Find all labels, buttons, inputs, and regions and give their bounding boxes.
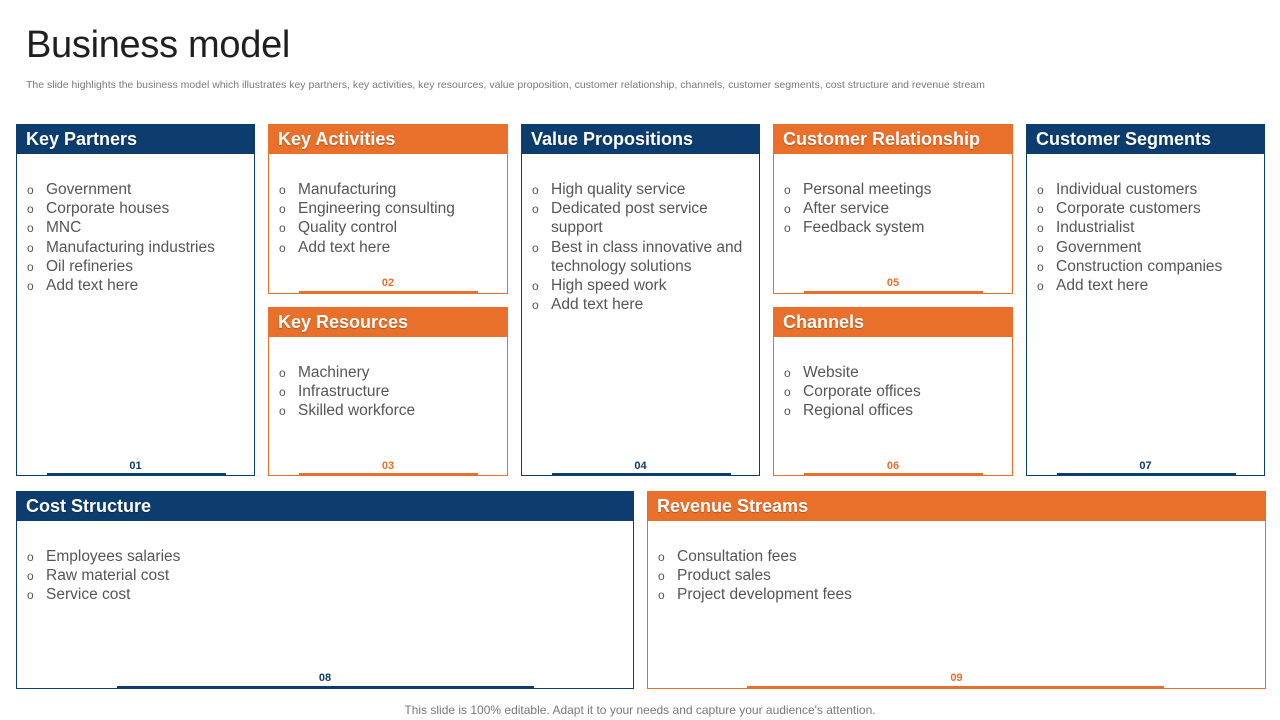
bullet-icon: o — [532, 183, 539, 197]
bullet-icon: o — [784, 366, 791, 380]
list-item-text: Corporate houses — [46, 200, 170, 218]
bullet-icon: o — [279, 221, 286, 236]
list-item — [784, 363, 1002, 382]
list-item-text: Industrialist — [1056, 219, 1135, 237]
list-item — [279, 238, 497, 257]
bullet-icon: o — [27, 221, 34, 236]
bullet-icon: o — [1037, 183, 1044, 197]
list-item-text: Corporate offices — [803, 383, 921, 401]
list-item-text: Raw material cost — [46, 567, 170, 585]
list-item — [279, 401, 497, 420]
list-item-text: Oil refineries — [46, 257, 133, 275]
list-item — [1037, 257, 1254, 276]
card-number: 01 — [129, 460, 142, 472]
bullet-icon: o — [784, 404, 791, 419]
number-underline — [299, 473, 478, 476]
list-item-text: Add text here — [46, 277, 139, 295]
item-list — [784, 180, 1002, 238]
list-item — [279, 363, 497, 382]
card-value-propositions — [521, 124, 760, 476]
list-item — [279, 218, 497, 237]
list-item-text: Personal meetings — [803, 181, 932, 198]
list-item — [658, 566, 1255, 585]
list-item — [784, 401, 1002, 420]
list-item — [27, 566, 623, 585]
bullet-icon: o — [532, 298, 539, 313]
item-list — [279, 363, 497, 421]
list-item — [27, 276, 242, 295]
list-item — [279, 382, 497, 401]
list-item — [279, 199, 497, 218]
list-item-text: Individual customers — [1056, 181, 1198, 198]
bullet-icon: o — [1037, 279, 1044, 294]
list-item — [784, 180, 1002, 199]
list-item-text: MNC — [46, 219, 82, 237]
card-key-partners — [16, 124, 255, 476]
bullet-icon: o — [658, 569, 665, 584]
list-item-text: Skilled workforce — [298, 402, 416, 420]
list-item-text: Add text here — [551, 296, 644, 314]
card-number: 06 — [886, 460, 900, 472]
list-item — [27, 218, 242, 237]
number-underline — [1057, 473, 1236, 476]
card-title: Customer Relationship — [773, 124, 1013, 154]
bullet-icon: o — [658, 550, 665, 564]
card-number: 09 — [950, 672, 963, 684]
list-item — [27, 257, 242, 276]
card-number: 07 — [1139, 460, 1152, 472]
list-item-text: Consultation fees — [677, 548, 797, 565]
bullet-icon: o — [1037, 221, 1044, 236]
list-item — [1037, 218, 1254, 237]
list-item-text: Corporate customers — [1056, 200, 1201, 218]
list-item-text: Add text here — [1056, 277, 1149, 295]
card-key-resources — [268, 307, 508, 476]
number-underline — [747, 686, 1164, 689]
card-title: Customer Segments — [1026, 124, 1265, 154]
item-list — [1037, 180, 1254, 295]
number-underline — [804, 473, 983, 476]
list-item-text: Add text here — [298, 238, 391, 256]
list-item — [532, 295, 749, 314]
list-item — [27, 180, 242, 199]
bullet-icon: o — [1037, 240, 1044, 255]
list-item — [532, 180, 749, 199]
list-item — [27, 585, 623, 604]
list-item — [784, 382, 1002, 401]
list-item — [27, 238, 242, 257]
list-item — [658, 585, 1255, 604]
list-item-text: Product sales — [677, 567, 771, 585]
card-channels — [773, 307, 1013, 476]
card-number: 04 — [634, 460, 647, 472]
list-item-text: High quality service — [551, 181, 686, 198]
number-underline — [117, 686, 534, 689]
bullet-icon: o — [27, 183, 34, 197]
list-item-text: Employees salaries — [46, 548, 181, 565]
list-item — [532, 238, 749, 276]
card-number: 05 — [886, 277, 900, 289]
bullet-icon: o — [27, 550, 34, 564]
page-title: Business model — [26, 24, 291, 66]
bullet-icon: o — [279, 202, 286, 217]
card-title: Key Partners — [16, 124, 255, 154]
card-number: 03 — [381, 460, 395, 472]
bullet-icon: o — [27, 569, 34, 584]
list-item — [532, 199, 749, 237]
number-underline — [299, 291, 478, 294]
card-title: Cost Structure — [16, 491, 634, 521]
list-item-text: Dedicated post service support — [551, 200, 708, 237]
card-number: 02 — [381, 277, 395, 289]
list-item — [27, 199, 242, 218]
card-key-activities — [268, 124, 508, 294]
card-title: Channels — [773, 307, 1013, 337]
list-item-text: Service cost — [46, 586, 131, 604]
card-title: Key Activities — [268, 124, 508, 154]
list-item-text: Engineering consulting — [298, 200, 455, 218]
list-item-text: Manufacturing industries — [46, 238, 215, 256]
list-item — [1037, 199, 1254, 218]
bullet-icon: o — [27, 259, 34, 274]
bullet-icon: o — [1037, 202, 1044, 217]
bullet-icon: o — [27, 202, 34, 217]
card-title: Key Resources — [268, 307, 508, 337]
list-item — [27, 547, 623, 566]
list-item-text: Government — [46, 181, 132, 198]
list-item — [1037, 276, 1254, 295]
item-list — [27, 180, 242, 295]
list-item-text: Quality control — [298, 219, 398, 237]
list-item-text: Government — [1056, 238, 1142, 256]
card-customer-segments — [1026, 124, 1265, 476]
list-item-text: Construction companies — [1056, 257, 1223, 275]
list-item — [1037, 180, 1254, 199]
bullet-icon: o — [27, 279, 34, 294]
footer-note: This slide is 100% editable. Adapt it to your needs and capture your audience's attention. — [404, 703, 876, 717]
item-list — [658, 547, 1255, 605]
bullet-icon: o — [1037, 259, 1044, 274]
bullet-icon: o — [784, 202, 791, 217]
list-item-text: Project development fees — [677, 586, 852, 604]
list-item-text: High speed work — [551, 277, 667, 295]
number-underline — [552, 473, 731, 476]
bullet-icon: o — [27, 588, 34, 603]
card-title: Revenue Streams — [647, 491, 1266, 521]
bullet-icon: o — [658, 588, 665, 603]
bullet-icon: o — [279, 366, 286, 380]
item-list — [784, 363, 1002, 421]
list-item — [532, 276, 749, 295]
card-cost-structure — [16, 491, 634, 689]
bullet-icon: o — [279, 240, 286, 255]
list-item-text: Best in class innovative and technology solutions — [551, 238, 743, 275]
list-item-text: After service — [803, 200, 890, 218]
item-list — [27, 547, 623, 605]
card-customer-relationship — [773, 124, 1013, 294]
bullet-icon: o — [784, 385, 791, 400]
list-item — [658, 547, 1255, 566]
list-item — [784, 199, 1002, 218]
list-item-text: Regional offices — [803, 402, 914, 420]
number-underline — [804, 291, 983, 294]
bullet-icon: o — [532, 202, 539, 217]
bullet-icon: o — [784, 221, 791, 236]
card-title: Value Propositions — [521, 124, 760, 154]
bullet-icon: o — [279, 404, 286, 419]
bullet-icon: o — [532, 240, 539, 255]
card-number: 08 — [318, 672, 332, 684]
bullet-icon: o — [532, 279, 539, 294]
list-item — [279, 180, 497, 199]
list-item-text: Machinery — [298, 364, 370, 381]
item-list — [279, 180, 497, 257]
item-list — [532, 180, 749, 314]
bullet-icon: o — [279, 183, 286, 197]
list-item — [1037, 238, 1254, 257]
list-item-text: Infrastructure — [298, 383, 390, 401]
card-revenue-streams — [647, 491, 1266, 689]
list-item-text: Feedback system — [803, 219, 925, 237]
number-underline — [47, 473, 226, 476]
list-item-text: Manufacturing — [298, 181, 397, 198]
list-item-text: Website — [803, 364, 859, 381]
bullet-icon: o — [279, 385, 286, 400]
bullet-icon: o — [784, 183, 791, 197]
page-subtitle: The slide highlights the business model which illustrates key partners, key activities, key resources, value proposition, customer relationship, channels, customer segments, cost structure and revenue stream — [26, 79, 985, 91]
bullet-icon: o — [27, 240, 34, 255]
list-item — [784, 218, 1002, 237]
